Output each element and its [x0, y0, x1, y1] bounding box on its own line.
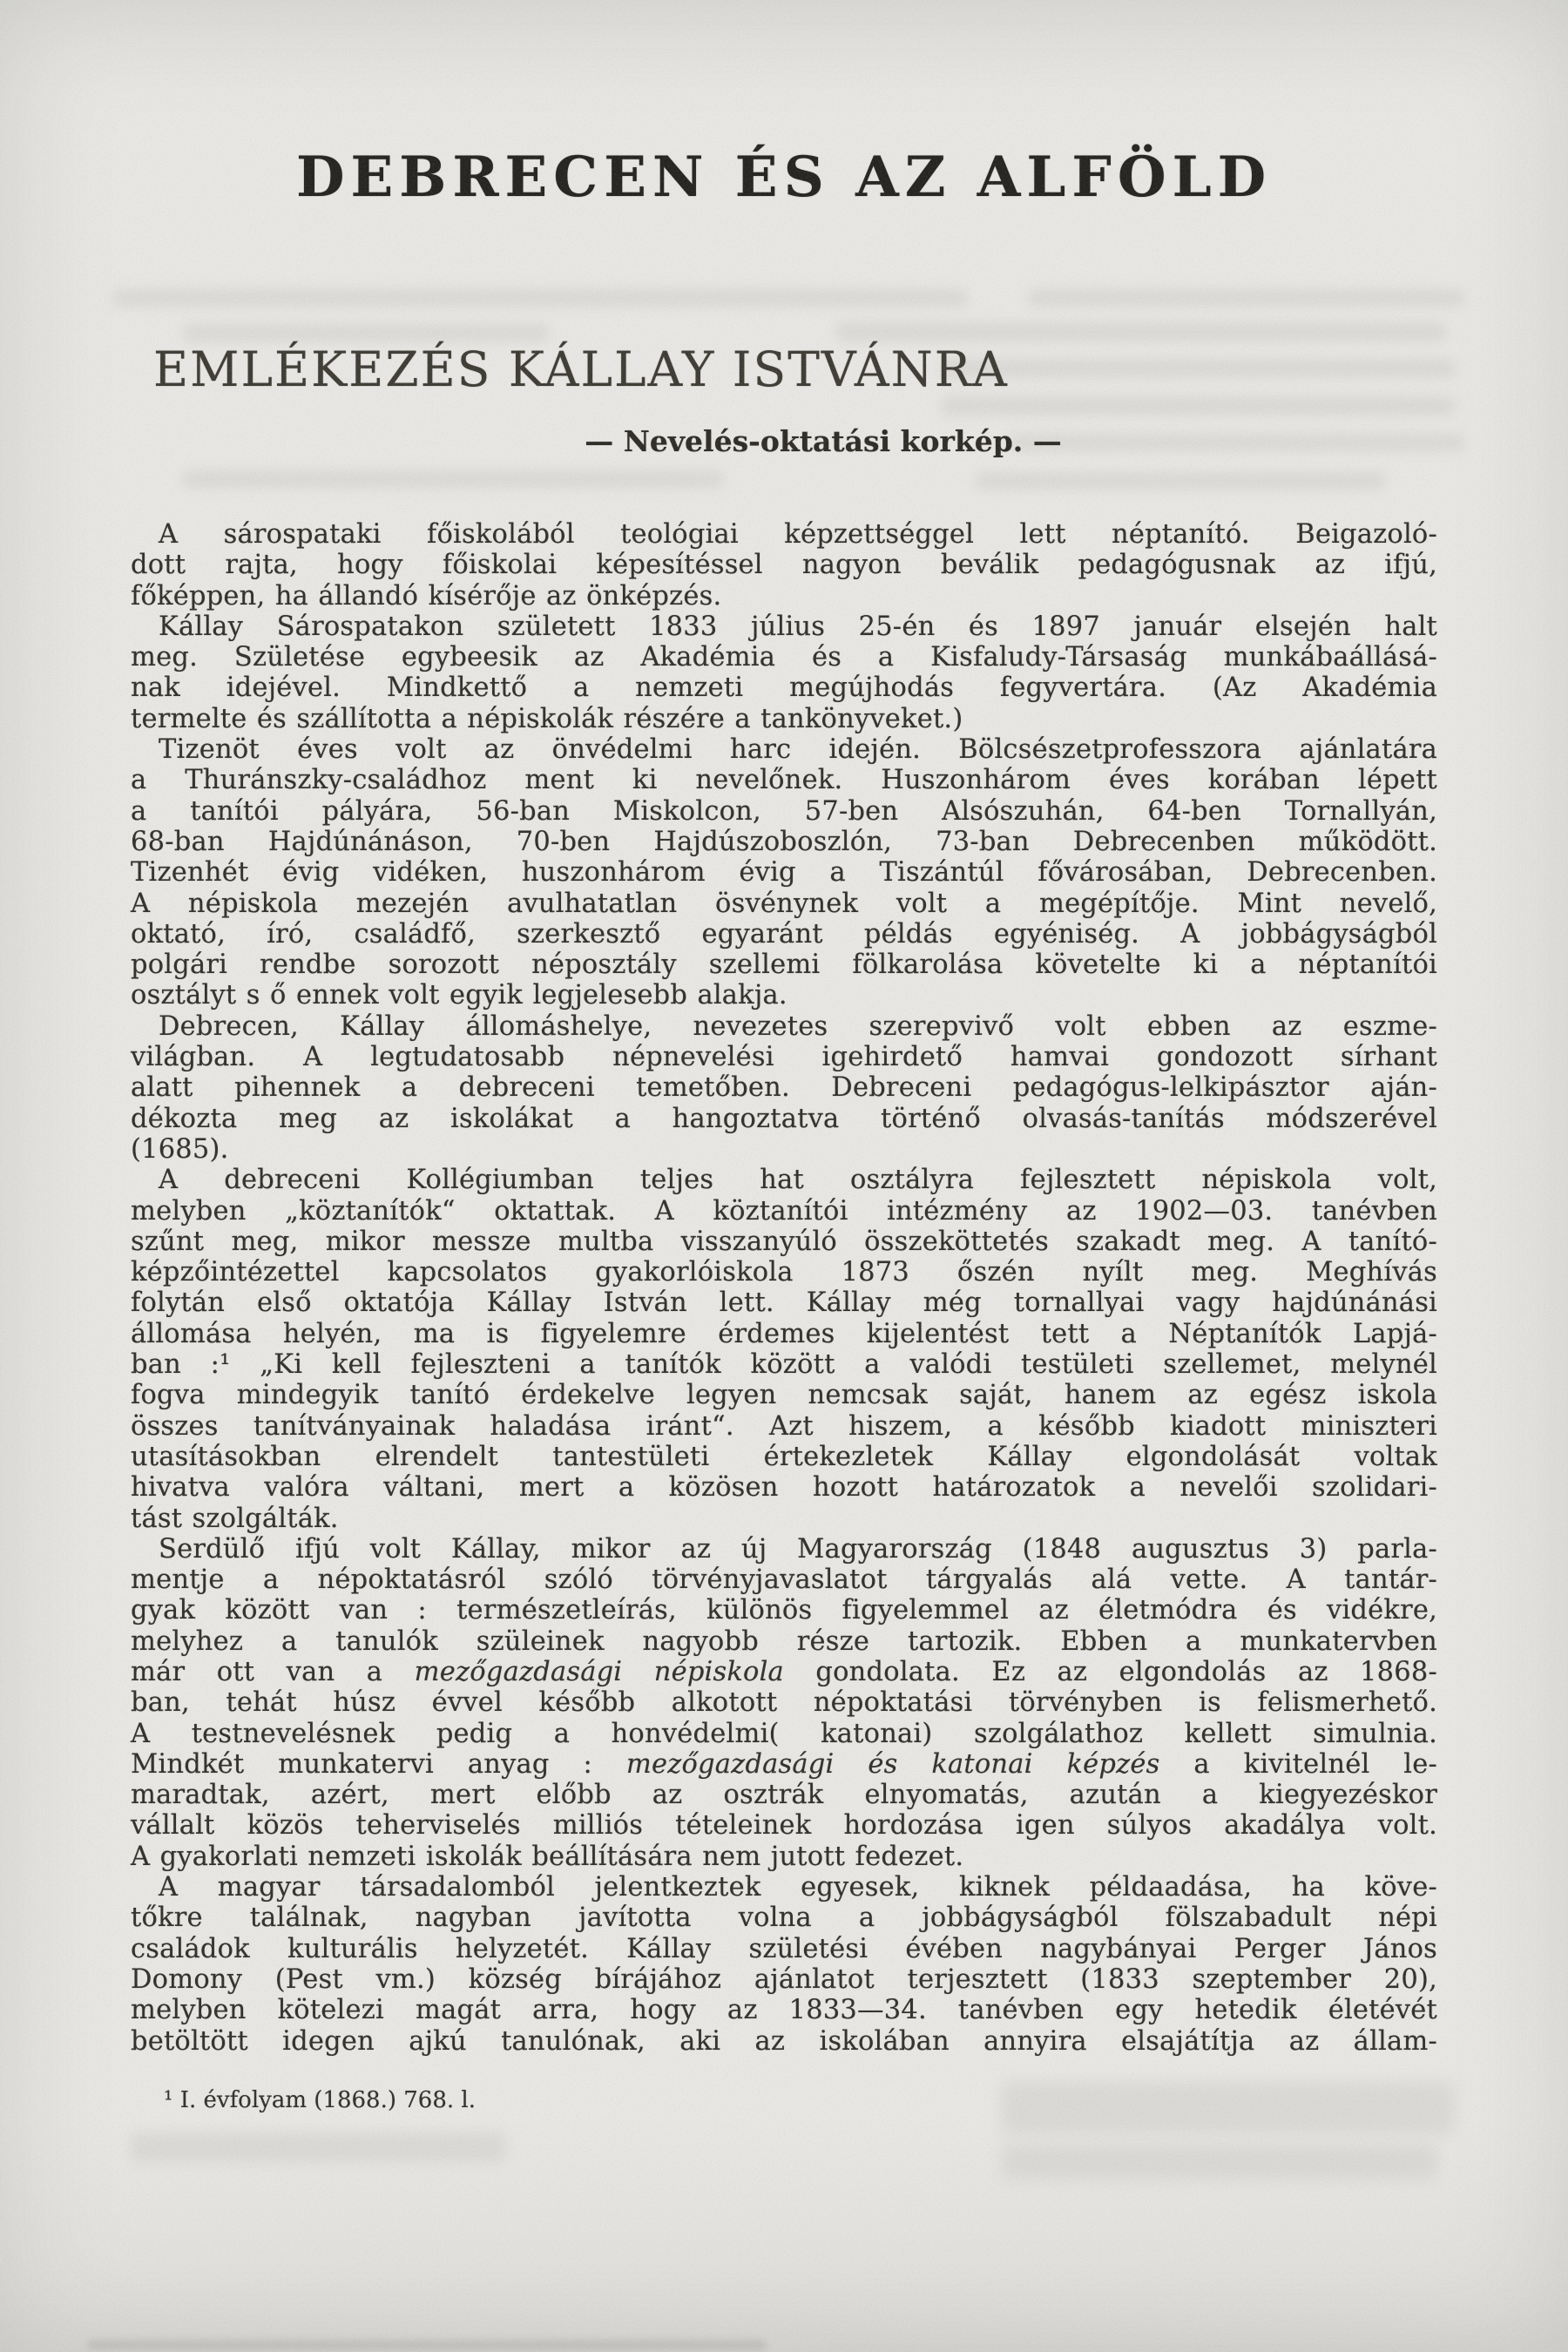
body-line: osztályt s ő ennek volt egyik legjelesebb alakja. [131, 980, 787, 1011]
body-line: A gyakorlati nemzeti iskolák beállítására nem jutott fedezet. [131, 1841, 964, 1872]
bleedthrough-ghost [941, 359, 1455, 378]
body-line: nak idejével. Mindkettő a nemzeti megújhodás fegyvertára. (Az Akadémia [131, 672, 1437, 704]
bleedthrough-ghost [183, 470, 723, 488]
article-title: EMLÉKEZÉS KÁLLAY ISTVÁNRA [153, 341, 1009, 397]
bleedthrough-ghost [941, 396, 1455, 416]
body-line: ban :¹ „Ki kell fejleszteni a tanítók között a valódi testületi szellemet, melynél [131, 1349, 1437, 1381]
body-line: világban. A legtudatosabb népnevelési igehirdető hamvai gondozott sírhant [131, 1042, 1437, 1073]
body-line: Kállay Sárospatakon született 1833 július 25-én és 1897 január elsején halt [159, 611, 1437, 642]
body-line: melyhez a tanulók szüleinek nagyobb része tartozik. Ebben a munkatervben [131, 1625, 1437, 1657]
body-line: Serdülő ifjú volt Kállay, mikor az új Magyarország (1848 augusztus 3) parla- [159, 1533, 1437, 1565]
bleedthrough-ghost [183, 324, 549, 341]
body-line: folytán első oktatója Kállay István lett. Kállay még tornallyai vagy hajdúnánási [131, 1288, 1437, 1319]
body-line: gyak között van : természetleírás, különös figyelemmel az életmódra és vidékre, [131, 1595, 1437, 1626]
bleedthrough-ghost [976, 472, 1385, 490]
body-line: tőkre találnak, nagyban javította volna a jobbágyságból fölszabadult népi [131, 1903, 1437, 1934]
body-line: oktató, író, családfő, szerkesztő egyaránt példás egyéniség. A jobbágyságból [131, 918, 1437, 950]
body-line: betöltött idegen ajkú tanulónak, aki az iskolában annyira elsajátítja az állam- [131, 2025, 1437, 2057]
body-line: (1685). [131, 1133, 229, 1165]
page-edge-smudge [87, 2340, 767, 2350]
body-line: A debreceni Kollégiumban teljes hat osztályra fejlesztett népiskola volt, [159, 1165, 1437, 1196]
body-line: mentje a népoktatásról szóló törvényjavaslatot tárgyalás alá vette. A tantár- [131, 1565, 1437, 1596]
body-line: összes tanítványainak haladása iránt“. Azt hiszem, a később kiadott miniszteri [131, 1410, 1437, 1442]
body-line: tást szolgálták. [131, 1503, 339, 1534]
article-body [131, 519, 1437, 2057]
body-line: dott rajta, hogy főiskolai képesítéssel nagyon beválik pedagógusnak az ifjú, [131, 550, 1437, 581]
bleedthrough-ghost [1002, 2082, 1455, 2134]
body-line: Debrecen, Kállay állomáshelye, nevezetes szerepvivő volt ebben az eszme- [159, 1010, 1437, 1042]
article-subtitle: — Nevelés-oktatási korkép. — [585, 424, 1062, 458]
bleedthrough-ghost [113, 289, 967, 307]
body-line: főképpen, ha állandó kísérője az önképzés. [131, 580, 722, 612]
body-line: Tizenöt éves volt az önvédelmi harc idején. Bölcsészetprofesszora ajánlatára [159, 734, 1437, 766]
body-line: maradtak, azért, mert előbb az osztrák elnyomatás, azután a kiegyezéskor [131, 1780, 1437, 1811]
body-line: 68-ban Hajdúnánáson, 70-ben Hajdúszoboszlón, 73-ban Debrecenben működött. [131, 826, 1437, 857]
body-line: hivatva valóra váltani, mert a közösen hozott határozatok a nevelői szolidari- [131, 1472, 1437, 1504]
body-line: állomása helyén, ma is figyelemre érdemes kijelentést tett a Néptanítók Lapjá- [131, 1318, 1437, 1349]
body-line: termelte és szállította a népiskolák részére a tankönyveket.) [131, 703, 963, 734]
bleedthrough-ghost [836, 322, 1446, 341]
body-line: utasításokban elrendelt tantestületi értekezletek Kállay elgondolását voltak [131, 1441, 1437, 1472]
body-line: polgári rendbe sorozott néposztály szellemi fölkarolása követelte ki a néptanítói [131, 950, 1437, 981]
body-line: A testnevelésnek pedig a honvédelmi( katonai) szolgálathoz kellett simulnia. [131, 1718, 1437, 1749]
body-line: a tanítói pályára, 56-ban Miskolcon, 57-ben Alsószuhán, 64-ben Tornallyán, [131, 795, 1437, 827]
body-line: meg. Születése egybeesik az Akadémia és a Kisfaludy-Társaság munkábaállásá- [131, 642, 1437, 673]
body-line: képzőintézettel kapcsolatos gyakorlóiskola 1873 őszén nyílt meg. Meghívás [131, 1257, 1437, 1288]
body-line: már ott van a mezőgazdasági népiskola gondolata. Ez az elgondolás az 1868- [131, 1656, 1437, 1687]
body-line: családok kulturális helyzetét. Kállay születési évében nagybányai Perger János [131, 1933, 1437, 1964]
body-line: A népiskola mezején avulhatatlan ösvénynek volt a megépítője. Mint nevelő, [131, 888, 1437, 919]
body-line: Mindkét munkatervi anyag : mezőgazdasági és katonai képzés a kivitelnél le- [131, 1748, 1437, 1780]
body-line: ban, tehát húsz évvel később alkotott népoktatási törvényben is felismerhető. [131, 1687, 1437, 1719]
bleedthrough-ghost [1002, 2145, 1437, 2180]
body-line: alatt pihennek a debreceni temetőben. Debreceni pedagógus-lelkipásztor aján- [131, 1072, 1437, 1104]
body-line: fogva mindegyik tanító érdekelve legyen nemcsak saját, hanem az egész iskola [131, 1380, 1437, 1411]
journal-title: DEBRECEN ÉS AZ ALFÖLD [295, 145, 1273, 210]
bleedthrough-ghost [1028, 289, 1463, 307]
body-line: a Thuránszky-családhoz ment ki nevelőnek. Huszonhárom éves korában lépett [131, 765, 1437, 796]
bleedthrough-ghost [131, 2132, 505, 2162]
body-line: Tizenhét évig vidéken, huszonhárom évig a Tiszántúl fővárosában, Debrecenben. [131, 857, 1437, 889]
page-edge-smudge [828, 2343, 1481, 2350]
body-line: A sárospataki főiskolából teológiai képzettséggel lett néptanító. Beigazoló- [159, 519, 1437, 550]
body-line: szűnt meg, mikor messze multba visszanyúló összeköttetés szakadt meg. A tanító- [131, 1226, 1437, 1257]
body-line: melyben kötelezi magát arra, hogy az 1833—34. tanévben egy hetedik életévét [131, 1995, 1437, 2026]
body-line: melyben „köztanítók“ oktattak. A köztanítói intézmény az 1902—03. tanévben [131, 1195, 1437, 1227]
body-line: dékozta meg az iskolákat a hangoztatva történő olvasás-tanítás módszerével [131, 1103, 1437, 1134]
body-line: vállalt közös teherviselés milliós tételeinek hordozása igen súlyos akadálya volt. [131, 1810, 1437, 1842]
body-line: Domony (Pest vm.) község bírájához ajánlatot terjesztett (1833 szeptember 20), [131, 1963, 1437, 1995]
footnote: ¹ I. évfolyam (1868.) 768. l. [164, 2087, 476, 2113]
body-line: A magyar társadalomból jelentkeztek egyesek, kiknek példaadása, ha köve- [159, 1872, 1437, 1903]
